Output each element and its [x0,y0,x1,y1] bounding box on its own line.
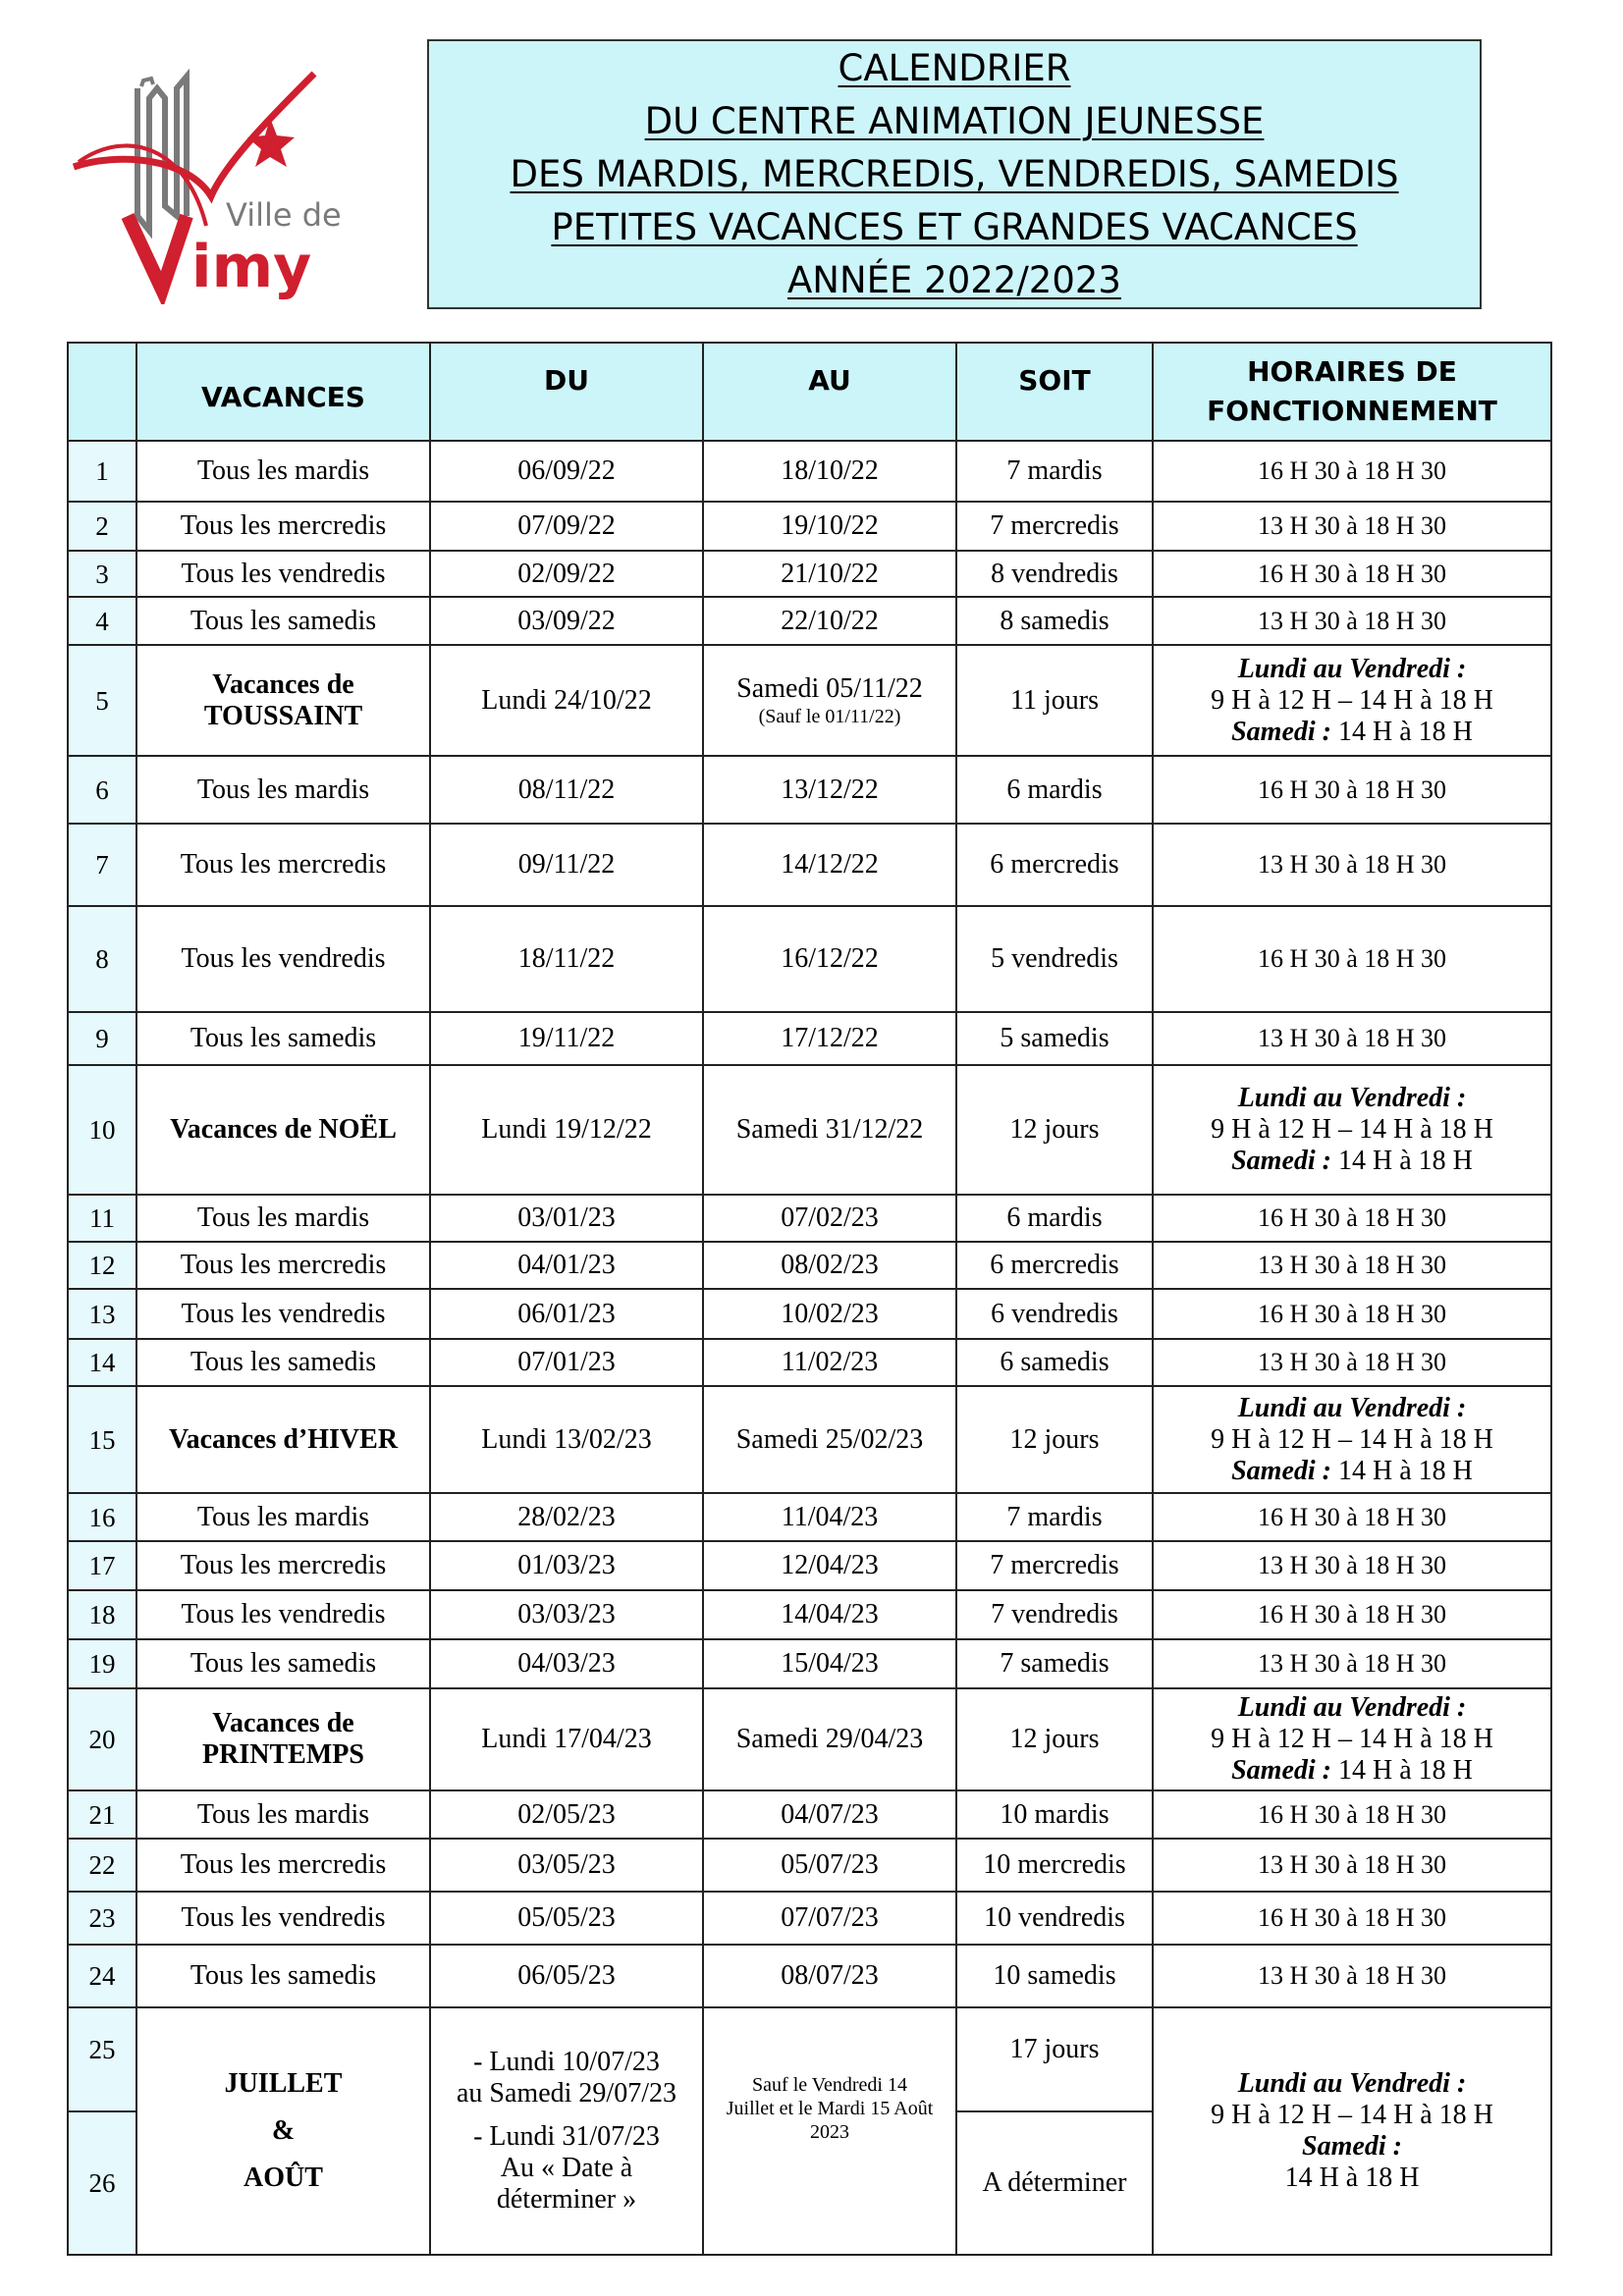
row-du: 04/03/23 [430,1639,703,1688]
row-au: Samedi 25/02/23 [703,1386,956,1493]
row-soit: 7 mardis [956,1493,1153,1541]
row-du: 08/11/22 [430,756,703,824]
summer-du-line-3: - Lundi 31/07/23 [473,2121,660,2152]
row-du: 02/09/22 [430,551,703,597]
table-row [68,1790,1551,1839]
row-horaires [1153,1065,1551,1195]
row-number: 9 [68,1012,136,1065]
row-horaires-line-2: 9 H à 12 H – 14 H à 18 H [1211,1114,1493,1145]
row-au: 05/07/23 [703,1839,956,1892]
row-horaires: 13 H 30 à 18 H 30 [1153,1541,1551,1590]
table-row [68,1339,1551,1386]
header-horaires [1153,343,1551,441]
table-row [68,1065,1551,1195]
row-number: 25 [68,2007,136,2111]
row-soit: 6 vendredis [956,1289,1153,1339]
row-horaires-line-2: 9 H à 12 H – 14 H à 18 H [1211,1423,1493,1455]
table-row [68,1639,1551,1688]
row-du: Lundi 13/02/23 [430,1386,703,1493]
row-number: 3 [68,551,136,597]
row-number: 21 [68,1790,136,1839]
row-du: 03/03/23 [430,1590,703,1639]
row-du: 07/09/22 [430,502,703,551]
summer-section [68,2007,1551,2255]
row-soit: 6 samedis [956,1339,1153,1386]
row-au: 07/07/23 [703,1892,956,1945]
row-au: 08/07/23 [703,1945,956,2007]
ville-de-vimy-logo [69,69,353,304]
row-au: 14/04/23 [703,1590,956,1639]
row-soit: 7 mercredis [956,502,1153,551]
row-number: 7 [68,824,136,906]
row-soit: 10 samedis [956,1945,1153,2007]
row-vacances: Tous les samedis [136,597,430,645]
summer-horaires-line-3: Samedi : [1302,2131,1402,2162]
table-row [68,1945,1551,2007]
table-row [68,1541,1551,1590]
row-vacances: Tous les samedis [136,1639,430,1688]
summer-horaires [1153,2007,1551,2255]
row-horaires [1153,645,1551,756]
row-number: 20 [68,1688,136,1790]
summer-vacances-line-1: JUILLET [224,2068,343,2099]
row-horaires-samedi: Samedi : [1231,1755,1331,1786]
row-horaires: 16 H 30 à 18 H 30 [1153,1790,1551,1839]
row-number: 2 [68,502,136,551]
row-du: 09/11/22 [430,824,703,906]
row-number: 5 [68,645,136,756]
row-au: 19/10/22 [703,502,956,551]
row-horaires-line-2: 9 H à 12 H – 14 H à 18 H [1211,1724,1493,1754]
row-number: 13 [68,1289,136,1339]
row-horaires: 16 H 30 à 18 H 30 [1153,756,1551,824]
row-au-note: (Sauf le 01/11/22) [758,705,901,727]
row-au: 11/02/23 [703,1339,956,1386]
row-vacances: Tous les mardis [136,1493,430,1541]
table-row [68,597,1551,645]
row-horaires-samedi-hours: 14 H à 18 H [1331,1755,1473,1786]
row-vacances-line-2: PRINTEMPS [202,1739,364,1770]
row-soit: 6 mercredis [956,1242,1153,1289]
row-horaires: 16 H 30 à 18 H 30 [1153,551,1551,597]
table-row [68,1590,1551,1639]
row-horaires: 16 H 30 à 18 H 30 [1153,1289,1551,1339]
row-horaires-line-3 [1154,1146,1550,1177]
row-vacances-line-1: Vacances de [212,1708,354,1738]
row-horaires-samedi: Samedi : [1231,1455,1331,1486]
row-number: 19 [68,1639,136,1688]
row-horaires-line-1: Lundi au Vendredi : [1237,1392,1467,1423]
row-horaires: 13 H 30 à 18 H 30 [1153,597,1551,645]
row-du: 18/11/22 [430,906,703,1012]
row-du: 06/05/23 [430,1945,703,2007]
row-soit: 8 samedis [956,597,1153,645]
row-horaires-line-1: Lundi au Vendredi : [1237,1083,1467,1113]
header-row [68,343,1551,441]
row-soit: 6 mardis [956,756,1153,824]
row-au: 21/10/22 [703,551,956,597]
summer-horaires-line-4: 14 H à 18 H [1284,2163,1420,2193]
table-row [68,824,1551,906]
row-vacances: Tous les vendredis [136,1289,430,1339]
table-row [68,1012,1551,1065]
row-du: 03/09/22 [430,597,703,645]
row-au: 15/04/23 [703,1639,956,1688]
row-number: 4 [68,597,136,645]
table-row [68,502,1551,551]
row-vacances: Tous les mercredis [136,1242,430,1289]
row-vacances: Tous les mardis [136,1195,430,1242]
summer-vacances-line-2: & [271,2115,296,2146]
row-number: 24 [68,1945,136,2007]
row-number: 6 [68,756,136,824]
row-vacances-line-2: TOUSSAINT [203,700,363,731]
row-soit: 12 jours [956,1688,1153,1790]
table-row [68,1892,1551,1945]
row-au: 16/12/22 [703,906,956,1012]
table-row [68,1195,1551,1242]
row-horaires: 13 H 30 à 18 H 30 [1153,1339,1551,1386]
row-horaires: 13 H 30 à 18 H 30 [1153,1945,1551,2007]
row-vacances: Tous les samedis [136,1945,430,2007]
table-row [68,1688,1551,1790]
row-horaires: 16 H 30 à 18 H 30 [1153,441,1551,502]
row-au: 17/12/22 [703,1012,956,1065]
row-vacances: Tous les mardis [136,756,430,824]
row-horaires-line-3 [1154,1755,1550,1787]
title-box [427,39,1482,309]
row-au: 22/10/22 [703,597,956,645]
row-number: 16 [68,1493,136,1541]
summer-au-line-3: 2023 [810,2121,849,2143]
row-vacances: Tous les mercredis [136,824,430,906]
row-vacances: Tous les vendredis [136,1892,430,1945]
header-num [68,343,136,441]
row-horaires [1153,1688,1551,1790]
row-au: 04/07/23 [703,1790,956,1839]
row-horaires: 13 H 30 à 18 H 30 [1153,1012,1551,1065]
summer-au-line-2: Juillet et le Mardi 15 Août [726,2098,934,2119]
row-vacances: Tous les mercredis [136,1839,430,1892]
table-body [68,441,1551,2007]
row-au: 11/04/23 [703,1493,956,1541]
row-du: 03/05/23 [430,1839,703,1892]
summer-vacances [136,2007,430,2255]
row-soit: 7 mercredis [956,1541,1153,1590]
row-soit: 6 mercredis [956,824,1153,906]
row-horaires-line-3 [1154,1456,1550,1487]
row-vacances: Tous les mardis [136,441,430,502]
row-horaires: 13 H 30 à 18 H 30 [1153,1242,1551,1289]
summer-au-line-1: Sauf le Vendredi 14 [752,2074,907,2096]
row-du: 04/01/23 [430,1242,703,1289]
title-line-2: DU CENTRE ANIMATION JEUNESSE [644,99,1265,142]
row-number: 17 [68,1541,136,1590]
row-soit: 11 jours [956,645,1153,756]
row-number: 11 [68,1195,136,1242]
summer-du-line-5: déterminer » [496,2184,637,2215]
row-vacances-line-1: Vacances de [212,668,354,700]
table-row [68,1386,1551,1493]
table-row [68,2007,1551,2111]
row-vacances [136,1688,430,1790]
summer-du-line-4: Au « Date à [500,2153,633,2183]
row-du: 06/01/23 [430,1289,703,1339]
row-horaires: 13 H 30 à 18 H 30 [1153,824,1551,906]
row-number: 23 [68,1892,136,1945]
table-row [68,906,1551,1012]
row-horaires-line-1: Lundi au Vendredi : [1237,653,1467,684]
summer-horaires-line-1: Lundi au Vendredi : [1237,2068,1467,2099]
row-vacances: Vacances d’HIVER [136,1386,430,1493]
row-soit: 10 mardis [956,1790,1153,1839]
summer-vacances-line-3: AOÛT [243,2163,323,2193]
row-soit: 12 jours [956,1065,1153,1195]
row-du: 07/01/23 [430,1339,703,1386]
row-number: 12 [68,1242,136,1289]
header-vacances [136,343,430,441]
row-horaires-samedi: Samedi : [1231,1146,1331,1176]
row-au: Samedi 29/04/23 [703,1688,956,1790]
row-number: 22 [68,1839,136,1892]
row-au: 07/02/23 [703,1195,956,1242]
logo-text-top: Ville de [226,196,342,234]
row-au [703,645,956,756]
table-row [68,551,1551,597]
table-row [68,1493,1551,1541]
row-horaires: 13 H 30 à 18 H 30 [1153,1639,1551,1688]
table-row [68,756,1551,824]
table-header [68,343,1551,441]
row-soit: 5 vendredis [956,906,1153,1012]
row-horaires: 13 H 30 à 18 H 30 [1153,502,1551,551]
row-horaires-samedi: Samedi : [1231,716,1331,747]
row-du: Lundi 19/12/22 [430,1065,703,1195]
row-horaires-samedi-hours: 14 H à 18 H [1331,1146,1473,1176]
row-soit: 10 vendredis [956,1892,1153,1945]
row-vacances: Tous les vendredis [136,551,430,597]
row-soit: 5 samedis [956,1012,1153,1065]
row-soit: 10 mercredis [956,1839,1153,1892]
row-number: 26 [68,2111,136,2255]
row-horaires-line-1: Lundi au Vendredi : [1237,1692,1467,1723]
row-soit: 7 vendredis [956,1590,1153,1639]
row-du: 05/05/23 [430,1892,703,1945]
header-horaires-line-2: FONCTIONNEMENT [1207,395,1497,427]
header-horaires-line-1: HORAIRES DE [1247,355,1457,388]
table-row [68,1242,1551,1289]
row-horaires: 16 H 30 à 18 H 30 [1153,1892,1551,1945]
row-number: 14 [68,1339,136,1386]
row-number: 10 [68,1065,136,1195]
row-horaires [1153,1386,1551,1493]
summer-du-line-2: au Samedi 29/07/23 [457,2078,676,2109]
row-vacances: Tous les mercredis [136,502,430,551]
row-soit: 7 mardis [956,441,1153,502]
row-du: 28/02/23 [430,1493,703,1541]
row-horaires-line-2: 9 H à 12 H – 14 H à 18 H [1211,684,1493,716]
table-row [68,1289,1551,1339]
title-line-3: DES MARDIS, MERCREDIS, VENDREDIS, SAMEDIS [510,152,1399,195]
summer-au [703,2007,956,2255]
row-number: 8 [68,906,136,1012]
row-vacances: Tous les samedis [136,1339,430,1386]
row-du: 01/03/23 [430,1541,703,1590]
header-soit: SOIT [956,343,1153,441]
header-au: AU [703,343,956,441]
row-vacances: Tous les mardis [136,1790,430,1839]
row-soit: 7 samedis [956,1639,1153,1688]
header-vacances-label: VACANCES [201,381,365,413]
row-du: Lundi 17/04/23 [430,1688,703,1790]
row-du: Lundi 24/10/22 [430,645,703,756]
summer-du [430,2007,703,2255]
summer-soit-2: A déterminer [956,2111,1153,2255]
summer-soit-1: 17 jours [956,2007,1153,2111]
row-horaires: 16 H 30 à 18 H 30 [1153,1195,1551,1242]
row-au: Samedi 31/12/22 [703,1065,956,1195]
row-du: 03/01/23 [430,1195,703,1242]
row-du: 06/09/22 [430,441,703,502]
row-vacances: Tous les vendredis [136,906,430,1012]
summer-du-line-1: - Lundi 10/07/23 [473,2047,660,2077]
row-horaires: 16 H 30 à 18 H 30 [1153,1590,1551,1639]
table-row [68,441,1551,502]
row-au-date: Samedi 05/11/22 [736,672,923,704]
row-number: 18 [68,1590,136,1639]
row-vacances: Tous les mercredis [136,1541,430,1590]
table-row [68,645,1551,756]
row-horaires: 16 H 30 à 18 H 30 [1153,906,1551,1012]
row-soit: 12 jours [956,1386,1153,1493]
header-du: DU [430,343,703,441]
row-horaires-samedi-hours: 14 H à 18 H [1331,1455,1473,1486]
row-horaires: 13 H 30 à 18 H 30 [1153,1839,1551,1892]
row-au: 08/02/23 [703,1242,956,1289]
row-number: 15 [68,1386,136,1493]
row-horaires: 16 H 30 à 18 H 30 [1153,1493,1551,1541]
row-soit: 6 mardis [956,1195,1153,1242]
row-au: 14/12/22 [703,824,956,906]
row-vacances: Vacances de NOËL [136,1065,430,1195]
logo-graphic [69,69,353,304]
row-du: 19/11/22 [430,1012,703,1065]
row-horaires-line-3 [1154,717,1550,748]
table-row [68,1839,1551,1892]
row-vacances: Tous les vendredis [136,1590,430,1639]
summer-horaires-line-2: 9 H à 12 H – 14 H à 18 H [1211,2100,1493,2130]
row-horaires-samedi-hours: 14 H à 18 H [1331,716,1473,747]
row-vacances [136,645,430,756]
row-soit: 8 vendredis [956,551,1153,597]
logo-text-bottom: imy [191,233,312,301]
row-du: 02/05/23 [430,1790,703,1839]
row-au: 18/10/22 [703,441,956,502]
row-au: 12/04/23 [703,1541,956,1590]
row-au: 13/12/22 [703,756,956,824]
title-line-1: CALENDRIER [838,46,1071,89]
schedule-table [67,342,1552,2256]
row-au: 10/02/23 [703,1289,956,1339]
row-vacances: Tous les samedis [136,1012,430,1065]
title-line-4: PETITES VACANCES ET GRANDES VACANCES [551,205,1358,248]
title-line-5: ANNÉE 2022/2023 [787,258,1121,301]
row-number: 1 [68,441,136,502]
